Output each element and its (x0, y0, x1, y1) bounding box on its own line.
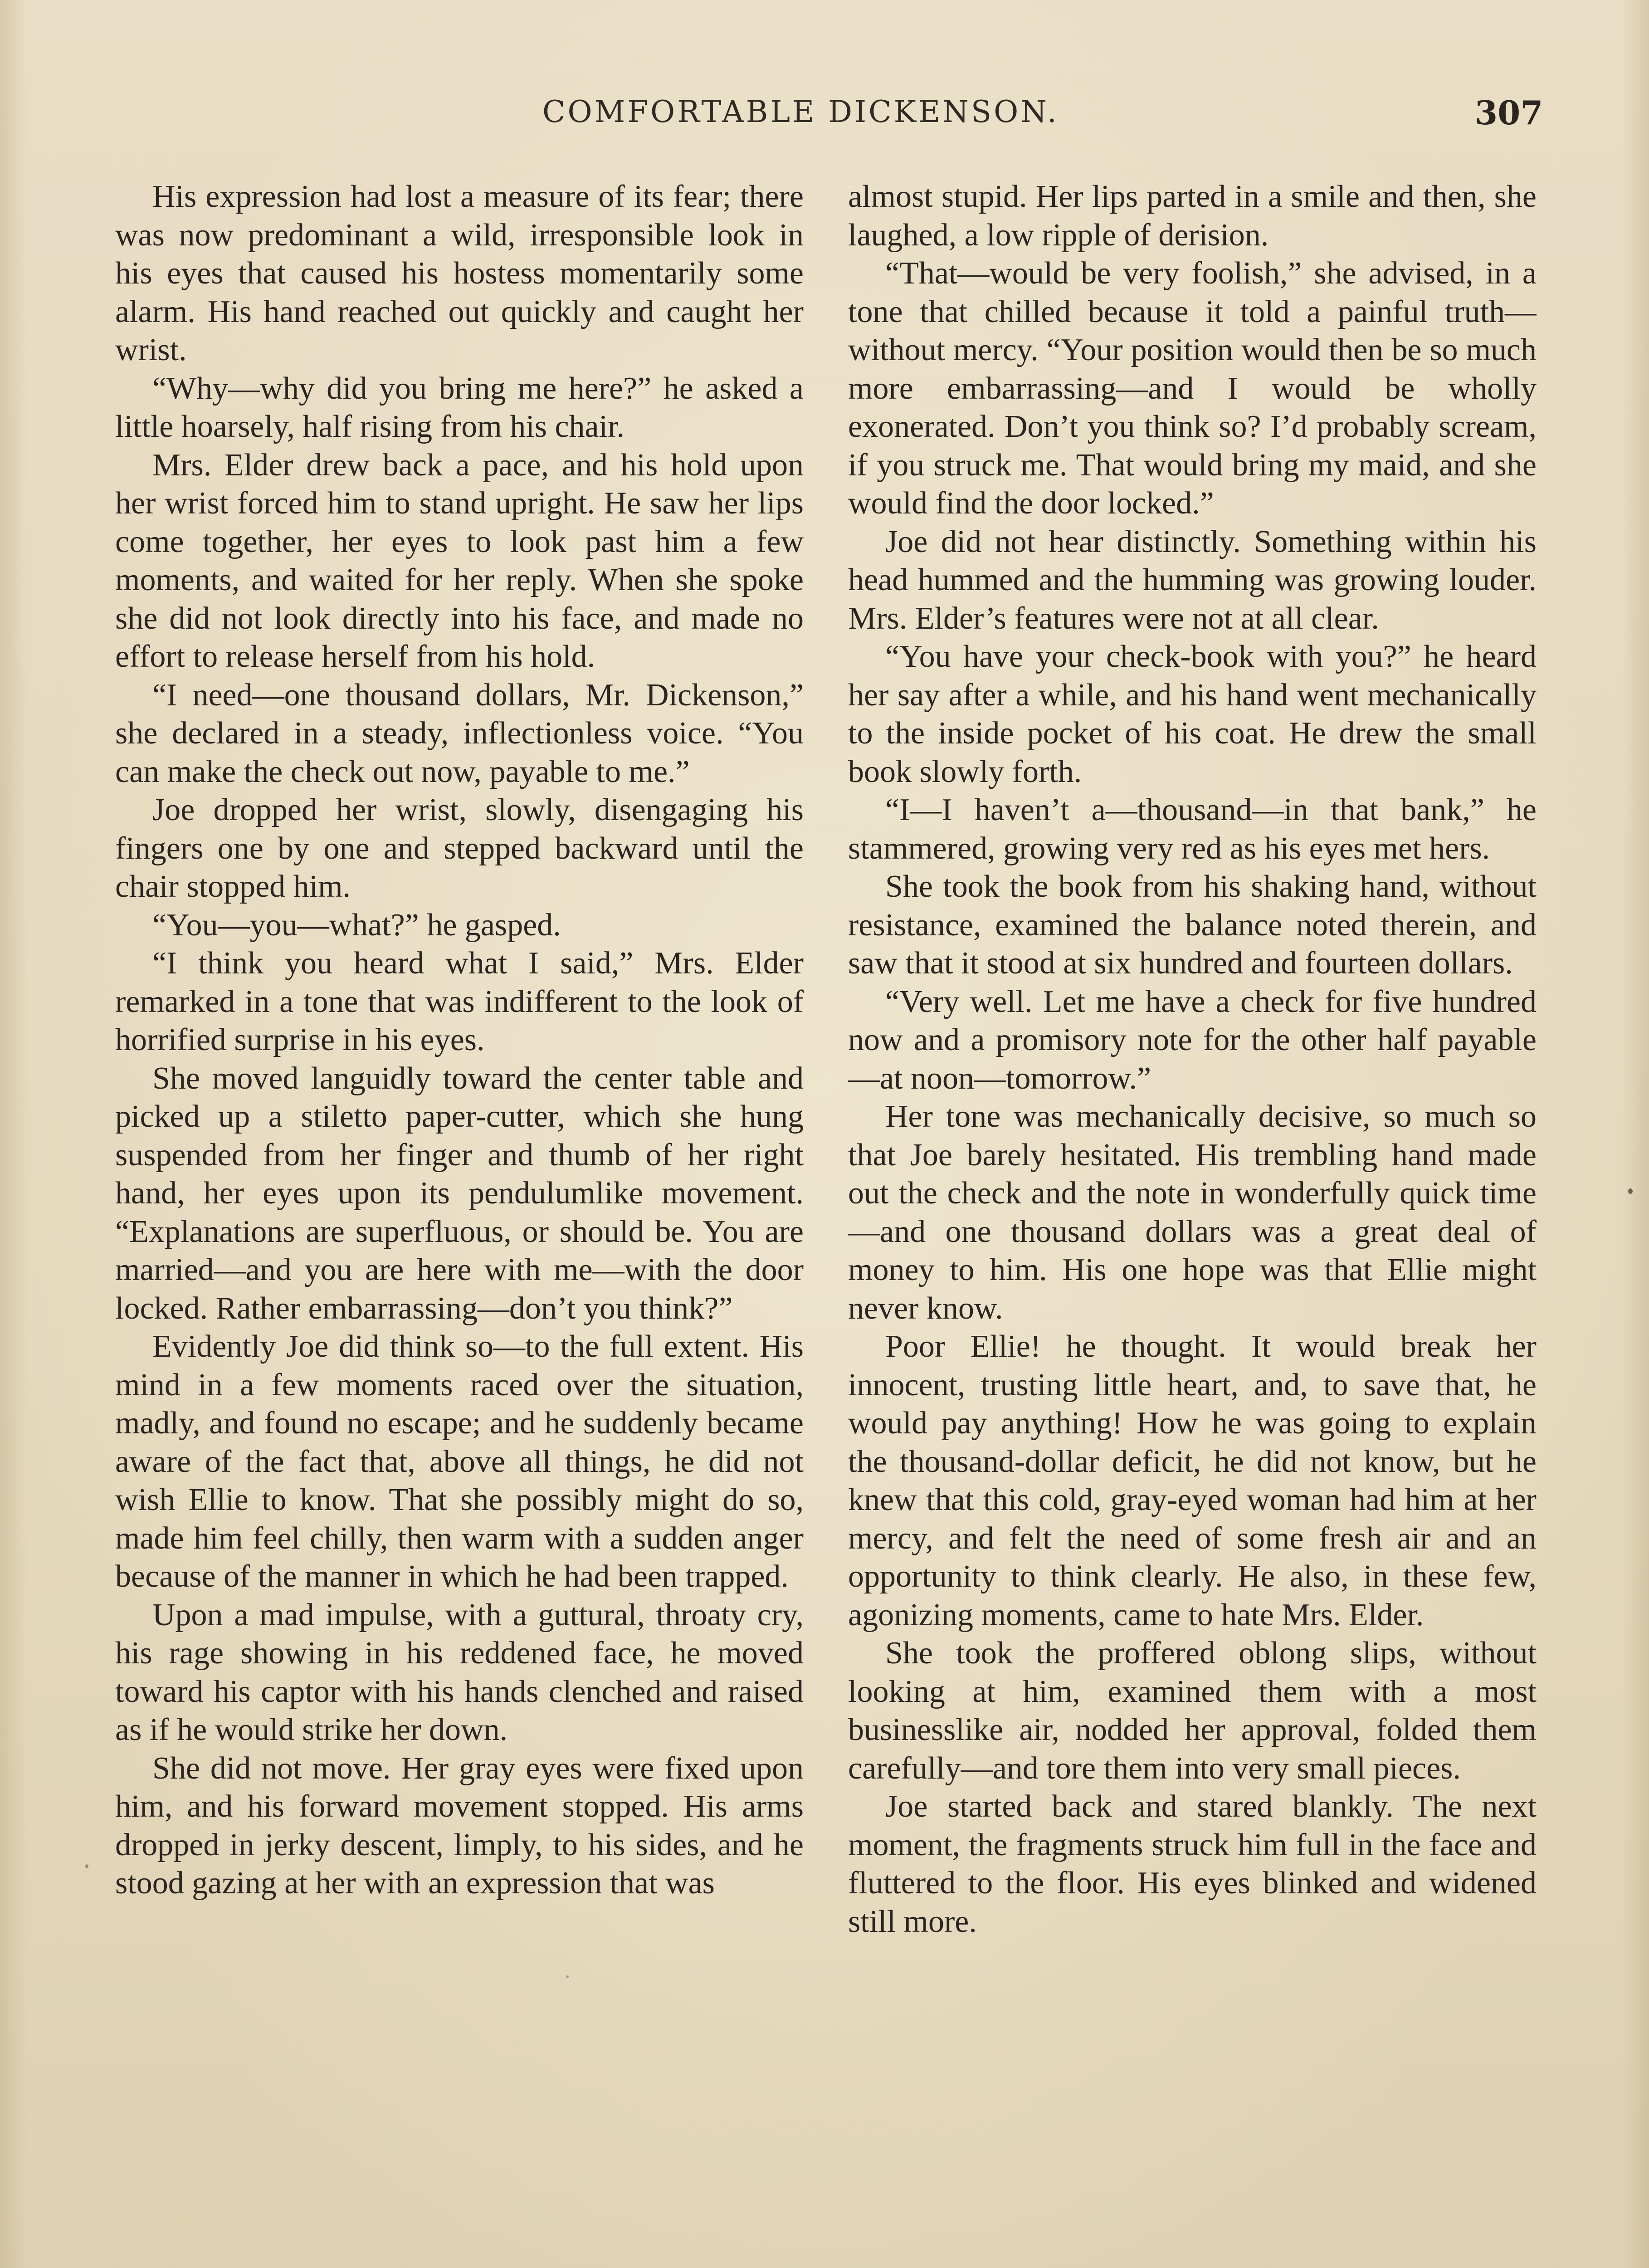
paragraph: “I—I haven’t a—thousand—in that bank,” he stammered, growing very red as his eyes met hers. (848, 792, 1537, 866)
paragraph: She took the book from his shaking hand, without resistance, examined the balance noted therein, and saw that it stood at six hundred and fourteen dollars. (848, 869, 1537, 981)
running-head: COMFORTABLE DICKENSON. (542, 94, 1059, 129)
paper-speck (566, 1975, 569, 1978)
paragraph: She did not move. Her gray eyes were fixed upon him, and his forward movement stopped. His arms dropped in jerky descent, limply, to his sides, and he stood gazing at her with an expression that was (115, 1750, 804, 1901)
page-number: 307 (1475, 93, 1543, 132)
paragraph: “You have your check-book with you?” he heard her say after a while, and his hand went mechanically to the inside pocket of his coat. He drew the small book slowly forth. (848, 639, 1537, 789)
paragraph: “Why—why did you bring me here?” he asked a little hoarsely, half rising from his chair. (115, 371, 804, 444)
paragraph: Mrs. Elder drew back a pace, and his hold upon her wrist forced him to stand upright. He saw her lips come together, her eyes to look past him a few moments, and waited for her reply. When she spoke she did not look directly into his face, and made no effort to release herself from his hold. (115, 447, 804, 674)
paragraph: “Very well. Let me have a check for five hundred now and a promisory note for the other half payable—at noon—tomorrow.” (848, 984, 1537, 1096)
paragraph-continuation: almost stupid. Her lips parted in a smile and then, she laughed, a low ripple of derision. (848, 179, 1537, 253)
right-column (848, 178, 1537, 2268)
paragraph: She moved languidly toward the center table and picked up a stiletto paper-cutter, which she hung suspended from her finger and thumb of her right hand, her eyes upon its pendulumlike movement. “Explanations are superfluous, or should be. You are married—and you are here with me—with the door locked. Rather embarrassing—don’t you think?” (115, 1061, 804, 1326)
paragraph: Joe did not hear distinctly. Something within his head hummed and the humming was growing louder. Mrs. Elder’s features were not at all clear. (848, 524, 1537, 636)
paragraph: Her tone was mechanically decisive, so much so that Joe barely hesitated. His trembling hand made out the check and the note in wonderfully quick time—and one thousand dollars was a great deal of money to him. His one hope was that Ellie might never know. (848, 1099, 1537, 1326)
paper-speck (1628, 1188, 1633, 1194)
page-edge-shadow-left (0, 0, 27, 2268)
paper-speck (85, 1864, 88, 1868)
paragraph: She took the proffered oblong slips, without looking at him, examined them with a most businesslike air, nodded her approval, folded them carefully—and tore them into very small pieces. (848, 1636, 1537, 1786)
left-column (115, 178, 804, 2268)
page-edge-shadow-right (1622, 0, 1649, 2268)
paragraph: His expression had lost a measure of its fear; there was now predominant a wild, irresponsible look in his eyes that caused his hostess momentarily some alarm. His hand reached out quickly and caught her wrist. (115, 179, 804, 367)
paragraph: “I need—one thousand dollars, Mr. Dickenson,” she declared in a steady, inflectionless voice. “You can make the check out now, payable to me.” (115, 677, 804, 789)
paragraph: Joe dropped her wrist, slowly, disengaging his fingers one by one and stepped backward until the chair stopped him. (115, 792, 804, 904)
paragraph: “I think you heard what I said,” Mrs. Elder remarked in a tone that was indifferent to the look of horrified surprise in his eyes. (115, 946, 804, 1057)
paragraph: Upon a mad impulse, with a guttural, throaty cry, his rage showing in his reddened face, he moved toward his captor with his hands clenched and raised as if he would strike her down. (115, 1597, 804, 1747)
paragraph: “You—you—what?” he gasped. (152, 907, 561, 943)
paragraph: Joe started back and stared blankly. The next moment, the fragments struck him full in the face and fluttered to the floor. His eyes blinked and widened still more. (848, 1789, 1537, 1939)
paragraph: Evidently Joe did think so—to the full extent. His mind in a few moments raced over the situation, madly, and found no escape; and he suddenly became aware of the fact that, above all things, he did not wish Ellie to know. That she possibly might do so, made him feel chilly, then warm with a sudden anger because of the manner in which he had been trapped. (115, 1329, 804, 1594)
paragraph: “That—would be very foolish,” she advised, in a tone that chilled because it told a painful truth—without mercy. “Your position would then be so much more embarrassing—and I would be wholly exonerated. Don’t you think so? I’d probably scream, if you struck me. That would bring my maid, and she would find the door locked.” (848, 256, 1537, 521)
paragraph: Poor Ellie! he thought. It would break her innocent, trusting little heart, and, to save that, he would pay anything! How he was going to explain the thousand-dollar deficit, he did not know, but he knew that this cold, gray-eyed woman had him at her mercy, and felt the need of some fresh air and an opportunity to think clearly. He also, in these few, agonizing moments, came to hate Mrs. Elder. (848, 1329, 1537, 1633)
